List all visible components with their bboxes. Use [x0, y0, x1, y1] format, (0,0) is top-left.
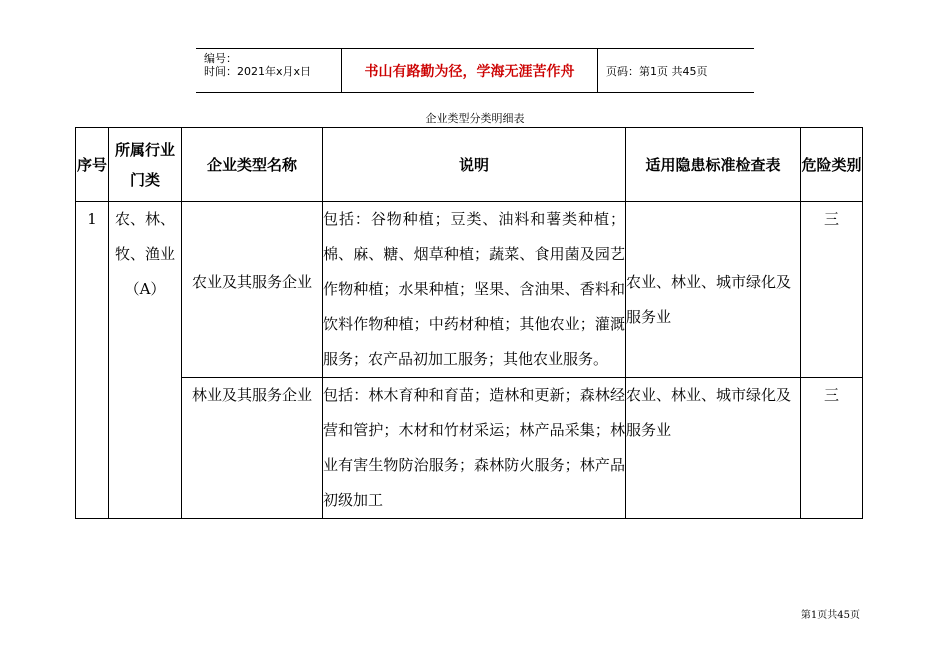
- table-header-row: [76, 128, 863, 202]
- col-header-industry: 所属行业门类: [109, 128, 182, 202]
- page-header: [196, 48, 754, 93]
- cell-industry: 农、林、牧、渔业（A）: [109, 202, 182, 519]
- header-meta: [196, 49, 341, 92]
- col-header-name: 企业类型名称: [182, 128, 323, 202]
- cell-seq: 1: [76, 202, 109, 519]
- col-header-desc: 说明: [323, 128, 626, 202]
- cell-risk: 三: [801, 202, 863, 378]
- cell-standard: 农业、林业、城市绿化及服务业: [626, 378, 801, 519]
- cell-name: 农业及其服务企业: [182, 202, 323, 378]
- document-title: 企业类型分类明细表: [425, 112, 525, 125]
- cell-name: 林业及其服务企业: [182, 378, 323, 519]
- number-label: 编号：: [204, 52, 237, 65]
- time-label: 时间：2021年x月x日: [204, 65, 312, 78]
- table-row: [76, 378, 863, 519]
- col-header-seq: 序号: [76, 128, 109, 202]
- header-motto: 书山有路勤为径，学海无涯苦作舟: [341, 49, 598, 92]
- col-header-standard: 适用隐患标准检查表: [626, 128, 801, 202]
- cell-desc: 包括：谷物种植；豆类、油料和薯类种植；棉、麻、糖、烟草种植；蔬菜、食用菌及园艺作物种植；水果种植；坚果、含油果、香料和饮料作物种植；中药材种植；其他农业；灌溉服务；农产品初加工服务；其他农业服务。: [323, 202, 626, 378]
- cell-desc: 包括：林木育种和育苗；造林和更新；森林经营和管护；木材和竹材采运；林产品采集；林业有害生物防治服务；森林防火服务；林产品初级加工: [323, 378, 626, 519]
- col-header-risk: 危险类别: [801, 128, 863, 202]
- cell-standard: 农业、林业、城市绿化及服务业: [626, 202, 801, 378]
- cell-risk: 三: [801, 378, 863, 519]
- table-row: [76, 202, 863, 378]
- header-page-label: 页码：第1页 共45页: [606, 64, 708, 78]
- footer-page-number: 第1页共45页: [800, 610, 860, 621]
- classification-table: [75, 127, 863, 519]
